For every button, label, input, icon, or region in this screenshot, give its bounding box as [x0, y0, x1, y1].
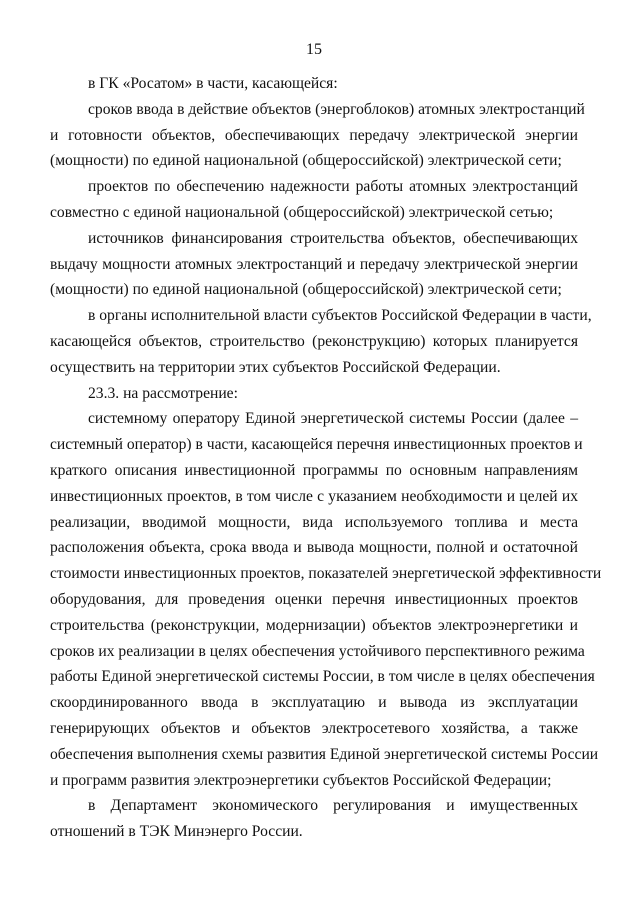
- paragraph-system-operator: [50, 406, 602, 793]
- paragraph-financing-sources: [50, 226, 578, 303]
- text-line: расположения объекта, срока ввода и вывода мощности, полной и остаточной: [50, 539, 578, 557]
- text-line: оборудования, для проведения оценки перечня инвестиционных проектов: [50, 590, 578, 608]
- text-line: касающейся объектов, строительство (реконструкцию) которых планируется: [50, 332, 578, 350]
- text-line: скоординированного ввода в эксплуатацию и вывода из эксплуатации: [50, 694, 578, 712]
- text-line: сроков ввода в действие объектов (энергоблоков) атомных электростанций: [88, 100, 585, 118]
- text-line: 23.3. на рассмотрение:: [88, 384, 238, 402]
- text-line: инвестиционных проектов, в том числе с указанием необходимости и целей их: [50, 487, 578, 505]
- paragraph-reliability-projects: [50, 174, 578, 226]
- text-line: обеспечения выполнения схемы развития Единой энергетической системы России: [50, 745, 599, 763]
- text-line: проектов по обеспечению надежности работы атомных электростанций: [88, 178, 578, 196]
- text-line: краткого описания инвестиционной программы по основным направлениям: [50, 461, 578, 479]
- text-line: реализации, вводимой мощности, вида используемого топлива и места: [50, 513, 578, 531]
- page-number: 15: [306, 41, 322, 58]
- text-line: сроков их реализации в целях обеспечения устойчивого перспективного режима: [50, 642, 585, 660]
- document-body: [50, 71, 602, 845]
- text-line: строительства (реконструкции, модернизации) объектов электроэнергетики и: [50, 616, 578, 634]
- text-line: выдачу мощности атомных электростанций и передачу электрической энергии: [50, 255, 578, 273]
- text-line: (мощности) по единой национальной (общероссийской) электрической сети;: [50, 281, 562, 299]
- text-line: (мощности) по единой национальной (общероссийской) электрической сети;: [50, 152, 562, 170]
- text-line: в органы исполнительной власти субъектов Российской Федерации в части,: [88, 307, 592, 325]
- paragraph-section-23-3: [50, 381, 578, 407]
- text-line: отношений в ТЭК Минэнерго России.: [50, 823, 303, 841]
- text-line: системный оператор) в части, касающейся перечня инвестиционных проектов и: [50, 436, 583, 454]
- text-line: в Департамент экономического регулирования и имущественных: [88, 797, 578, 815]
- paragraph-regional-authorities: [50, 303, 592, 380]
- text-line: и готовности объектов, обеспечивающих передачу электрической энергии: [50, 126, 578, 144]
- document-page: [50, 0, 602, 905]
- paragraph-department: [50, 793, 578, 845]
- text-line: генерирующих объектов и объектов электросетевого хозяйства, а также: [50, 719, 578, 737]
- text-line: стоимости инвестиционных проектов, показателей энергетической эффективности: [50, 565, 602, 583]
- text-line: источников финансирования строительства объектов, обеспечивающих: [88, 229, 578, 247]
- text-line: системному оператору Единой энергетической системы России (далее –: [88, 410, 578, 428]
- text-line: осуществить на территории этих субъектов Российской Федерации.: [50, 358, 501, 376]
- paragraph-commissioning-deadlines: [50, 97, 585, 174]
- text-line: совместно с единой национальной (общероссийской) электрической сетью;: [50, 203, 554, 221]
- text-line: в ГК «Росатом» в части, касающейся:: [88, 75, 338, 92]
- text-line: и программ развития электроэнергетики субъектов Российской Федерации;: [50, 771, 552, 789]
- text-line: работы Единой энергетической системы России, в том числе в целях обеспечения: [50, 668, 595, 686]
- paragraph-rosatom: [50, 71, 578, 97]
